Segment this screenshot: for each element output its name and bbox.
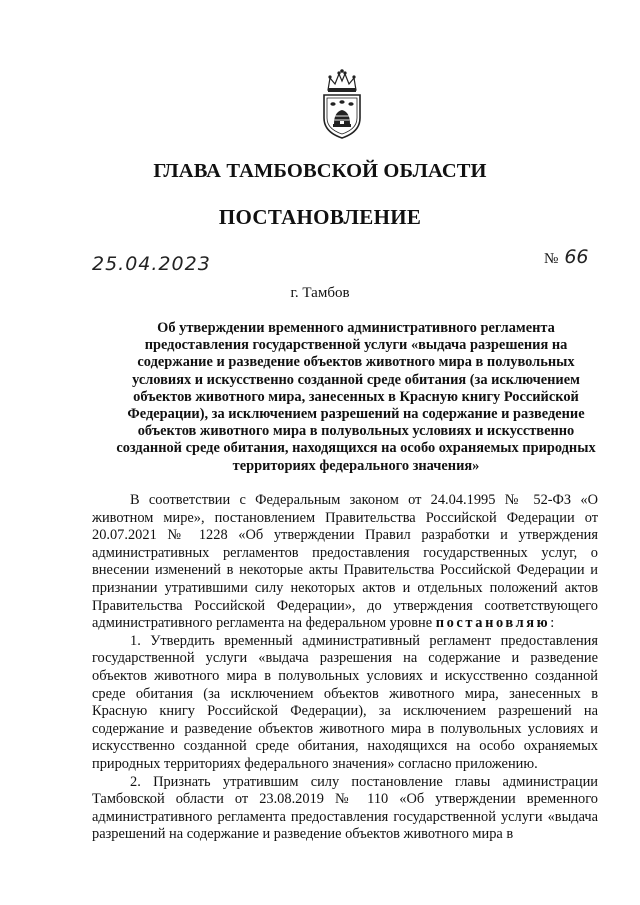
- item-1-paragraph: 1. Утвердить временный административный регламент предоставления государственной услуги «выдача разрешения на содержание и разведение объектов животного мира в полувольных условиях и искусственно созданной среде обитания (за исключением объектов животного мира, занесенных в Красную книгу Российской Федерации), за исключением разрешений на содержание и разведение объектов животного мира в полувольных условиях и искусственно созданной среде обитания, находящихся на особо охраняемых природных территориях федерального значения» согласно приложению.: [92, 632, 598, 772]
- preamble-text: В соответствии с Федеральным законом от 24.04.1995 № 52-ФЗ «О животном мире», постановлением Правительства Российской Федерации от 20.07.2021 № 1228 «Об утверждении Правил разработки и утверждения административных регламентов предоставления государственных услуг, о внесении изменений в некоторые акты Правительства Российской Федерации и признании утратившими силу некоторых актов и отдельных положений актов Правительства Российской Федерации», до утверждения соответствующего административного регламента на федеральном уровне: [92, 492, 598, 632]
- city-line: г. Тамбов: [290, 285, 350, 301]
- document-subject: Об утверждении временного административного регламента предоставления государственной услуги «выдача разрешения на содержание и разведение объектов животного мира в полувольных условиях и искусственно созданной среде обитания (за исключением объектов животного мира, занесенных в Красную книгу Российской Федерации), за исключением разрешений на содержание и разведение объектов животного мира в полувольных условиях и искусственно созданной среде обитания, находящихся на особо охраняемых природных территориях федерального значения»: [116, 320, 596, 474]
- item-2-paragraph: 2. Признать утратившим силу постановление главы администрации Тамбовской области от 23.08.2019 № 110 «Об утверждении временного административного регламента предоставления государственной услуги «выдача разрешений на содержание и разведение объектов животного мира в: [92, 773, 598, 843]
- number-value: 66: [564, 246, 589, 268]
- document-date: 25.04.2023: [92, 253, 211, 275]
- coat-of-arms-icon: [318, 68, 366, 140]
- preamble-paragraph: В соответствии с Федеральным законом от 24.04.1995 № 52-ФЗ «О животном мире», постановлением Правительства Российской Федерации от 20.07.2021 № 1228 «Об утверждении Правил разработки и утверждения административных регламентов предоставления государственных услуг, о внесении изменений в некоторые акты Правительства Российской Федерации и признании утратившими силу некоторых актов и отдельных положений актов Правительства Российской Федерации», до утверждения соответствующего административного регламента на федеральном уровне постановляю:: [92, 492, 598, 632]
- decree-word: постановляю: [435, 615, 551, 632]
- number-label: №: [544, 251, 559, 267]
- document-type-heading: ПОСТАНОВЛЕНИЕ: [218, 205, 422, 229]
- document-number: [544, 246, 589, 268]
- issuing-authority-title: ГЛАВА ТАМБОВСКОЙ ОБЛАСТИ: [153, 160, 487, 182]
- document-body: [92, 492, 598, 844]
